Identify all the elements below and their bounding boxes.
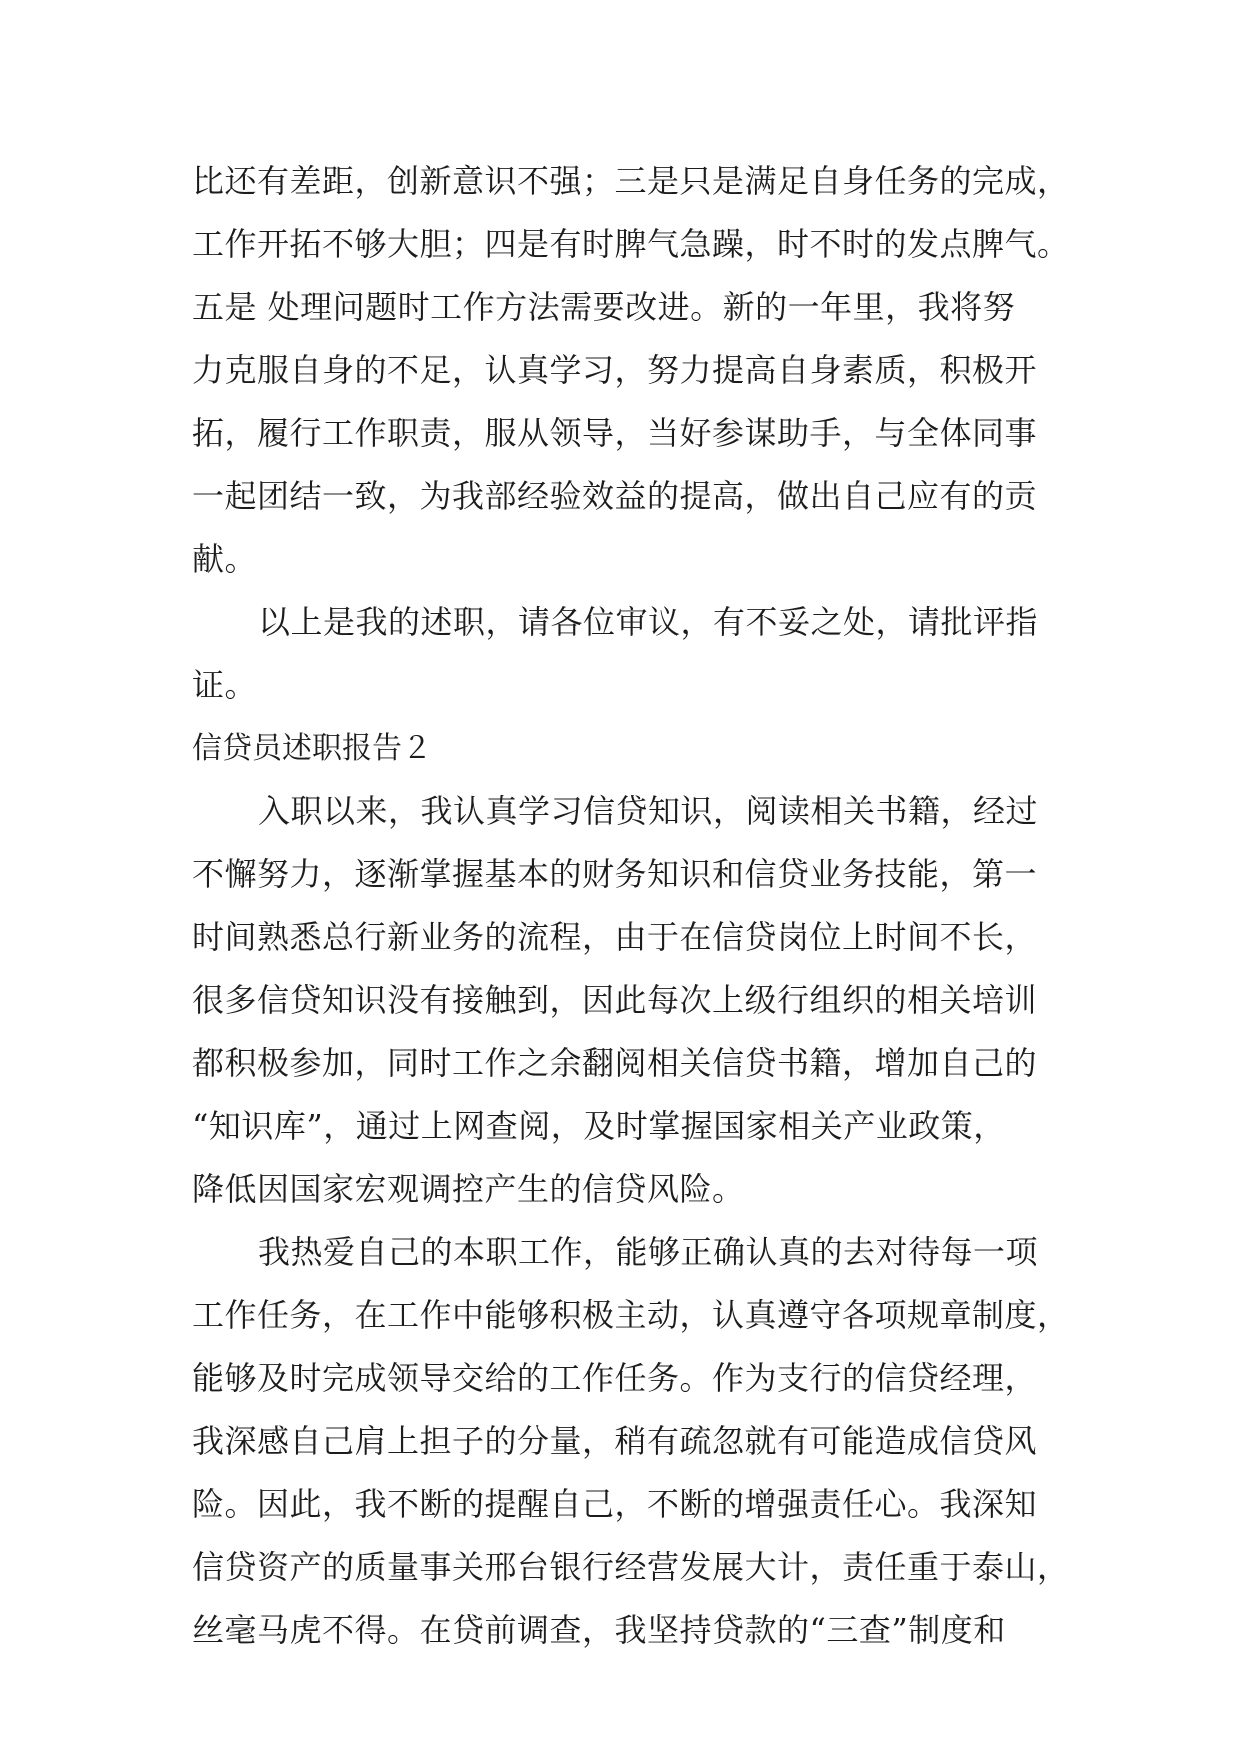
text-line: 不懈努力，逐渐掌握基本的财务知识和信贷业务技能，第一 <box>192 855 1038 893</box>
paragraph-first-line: 以上是我的述职，请各位审议，有不妥之处，请批评指 <box>258 603 1039 641</box>
text-line: 丝毫马虎不得。在贷前调查，我坚持贷款的“三查”制度和 <box>192 1611 1006 1649</box>
text-line: 工作任务，在工作中能够积极主动，认真遵守各项规章制度， <box>192 1296 1070 1334</box>
text-line: 五是 处理问题时工作方法需要改进。新的一年里，我将努 <box>192 288 1016 326</box>
text-line: “知识库”，通过上网查阅，及时掌握国家相关产业政策， <box>192 1107 1006 1145</box>
section-heading: 信贷员述职报告２ <box>192 731 432 766</box>
document-body <box>192 150 1070 1662</box>
paragraph-first-line: 入职以来，我认真学习信贷知识，阅读相关书籍，经过 <box>258 792 1039 830</box>
text-line: 工作开拓不够大胆；四是有时脾气急躁，时不时的发点脾气。 <box>192 225 1070 263</box>
text-line: 险。因此，我不断的提醒自己，不断的增强责任心。我深知 <box>192 1485 1038 1523</box>
text-line: 降低因国家宏观调控产生的信贷风险。 <box>192 1170 745 1208</box>
paragraph-first-line: 我热爱自己的本职工作，能够正确认真的去对待每一项 <box>258 1233 1039 1271</box>
text-line: 献。 <box>192 540 258 578</box>
text-line: 我深感自己肩上担子的分量，稍有疏忽就有可能造成信贷风 <box>192 1422 1038 1460</box>
text-line: 一起团结一致，为我部经验效益的提高，做出自己应有的贡 <box>192 477 1038 515</box>
text-line: 拓，履行工作职责，服从领导，当好参谋助手，与全体同事 <box>192 414 1038 452</box>
text-line: 比还有差距，创新意识不强；三是只是满足自身任务的完成， <box>192 162 1070 200</box>
text-line: 很多信贷知识没有接触到，因此每次上级行组织的相关培训 <box>192 981 1038 1019</box>
text-line: 信贷资产的质量事关邢台银行经营发展大计，责任重于泰山， <box>192 1548 1070 1586</box>
text-line: 力克服自身的不足，认真学习，努力提高自身素质，积极开 <box>192 351 1038 389</box>
text-line: 能够及时完成领导交给的工作任务。作为支行的信贷经理， <box>192 1359 1038 1397</box>
text-line: 证。 <box>192 666 258 704</box>
text-line: 时间熟悉总行新业务的流程，由于在信贷岗位上时间不长， <box>192 918 1038 956</box>
text-line: 都积极参加，同时工作之余翻阅相关信贷书籍，增加自己的 <box>192 1044 1038 1082</box>
